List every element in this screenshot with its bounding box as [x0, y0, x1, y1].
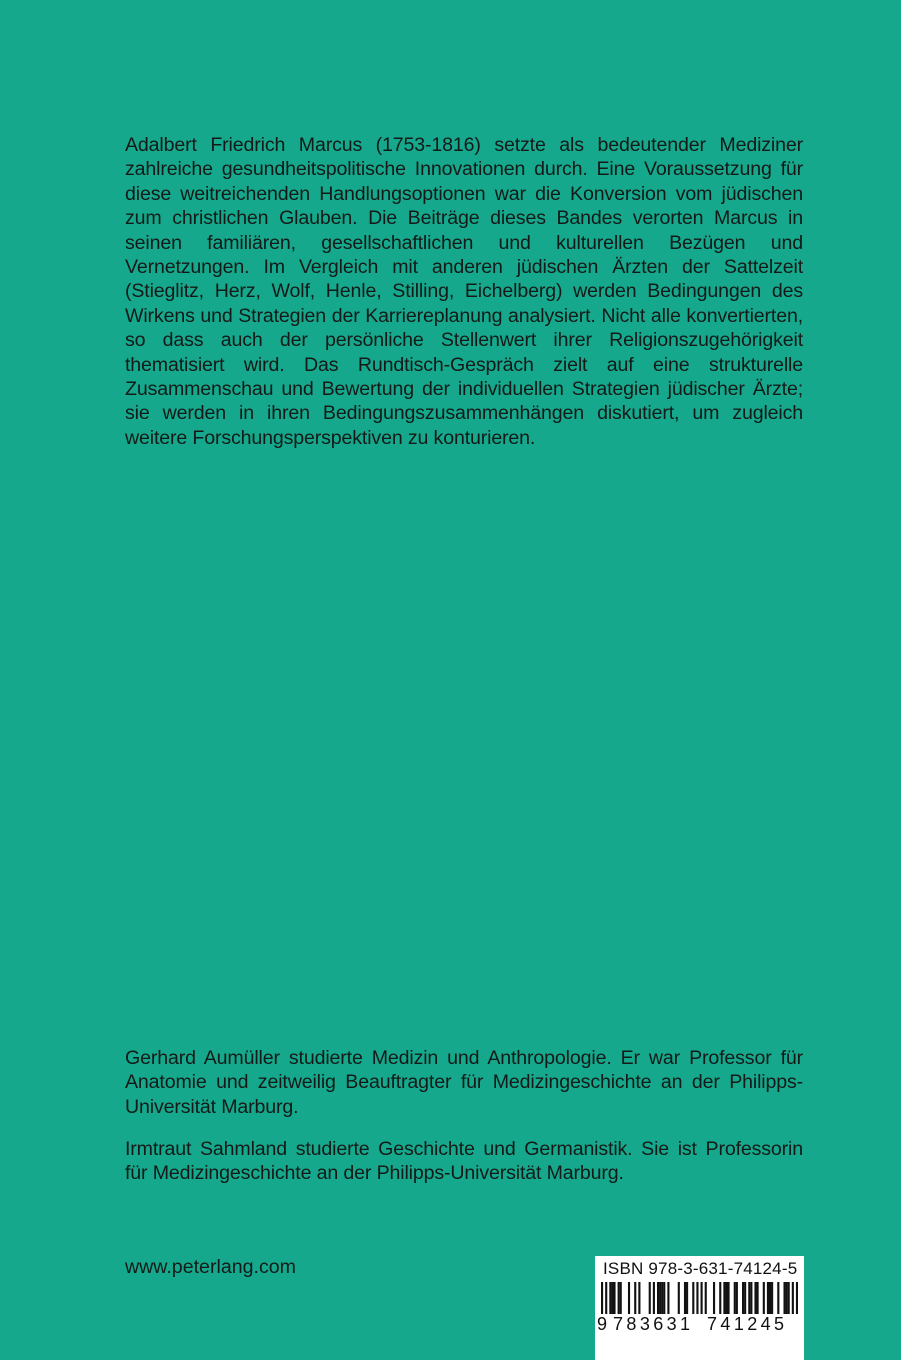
barcode-bar: [634, 1282, 636, 1314]
barcode-bar: [692, 1282, 694, 1314]
barcode-bar: [678, 1282, 680, 1314]
barcode-digits-left: 783631: [613, 1314, 694, 1334]
barcode-bar: [609, 1282, 611, 1314]
barcode-bar: [792, 1282, 794, 1314]
barcode-bar: [786, 1282, 788, 1314]
barcode-bar: [750, 1282, 752, 1314]
barcode-bar: [613, 1282, 615, 1314]
barcode: [601, 1282, 798, 1314]
barcode-bar: [701, 1282, 703, 1314]
barcode-bar: [696, 1282, 698, 1314]
barcode-bar: [777, 1282, 779, 1314]
barcode-bar: [725, 1282, 727, 1314]
barcode-bar: [748, 1282, 750, 1314]
isbn-label: ISBN 978-3-631-74124-5: [603, 1259, 798, 1278]
barcode-bar: [744, 1282, 746, 1314]
barcode-bar: [649, 1282, 651, 1314]
barcode-bar: [771, 1282, 773, 1314]
barcode-bar: [742, 1282, 744, 1314]
barcode-bar: [659, 1282, 661, 1314]
barcode-bar: [667, 1282, 669, 1314]
barcode-bar: [767, 1282, 769, 1314]
barcode-bar: [757, 1282, 759, 1314]
publisher-website: www.peterlang.com: [125, 1256, 296, 1278]
barcode-bar: [719, 1282, 721, 1314]
barcode-bar: [763, 1282, 765, 1314]
barcode-bar: [769, 1282, 771, 1314]
barcode-bar: [705, 1282, 707, 1314]
barcode-bar: [723, 1282, 725, 1314]
barcode-bar: [663, 1282, 665, 1314]
barcode-bar: [713, 1282, 715, 1314]
barcode-bar: [754, 1282, 756, 1314]
barcode-bar: [620, 1282, 622, 1314]
barcode-digit-first: 9: [596, 1314, 607, 1334]
barcode-bar: [653, 1282, 655, 1314]
author-bio-aumueller: Gerhard Aumüller studierte Medizin und Anthropologie. Er war Professor für Anatomie und zeitweilig Beauftragter für Medizingeschichte an der Philipps-Universität Marburg.: [125, 1047, 803, 1118]
barcode-bar: [734, 1282, 736, 1314]
barcode-bar: [605, 1282, 607, 1314]
barcode-bar: [783, 1282, 785, 1314]
barcode-bar: [736, 1282, 738, 1314]
barcode-bar: [638, 1282, 640, 1314]
barcode-bar: [796, 1282, 798, 1314]
barcode-bar: [686, 1282, 688, 1314]
barcode-bar: [727, 1282, 729, 1314]
barcode-digits-right: 741245: [707, 1314, 788, 1334]
barcode-bar: [628, 1282, 630, 1314]
barcode-bar: [611, 1282, 613, 1314]
barcode-bar: [684, 1282, 686, 1314]
barcode-bar: [601, 1282, 603, 1314]
barcode-bar: [788, 1282, 790, 1314]
barcode-bar: [661, 1282, 663, 1314]
back-cover-blurb: Adalbert Friedrich Marcus (1753-1816) setzte als bedeutender Mediziner zahlreiche gesundheitspolitische Innovationen durch. Eine Voraussetzung für diese weitreichenden Handlungsoptionen war die Konversion vom jüdischen zum christlichen Glauben. Die Beiträge dieses Bandes verorten Marcus in seinen familiären, gesellschaftlichen und kulturellen Bezügen und Vernetzungen. Im Vergleich mit anderen jüdischen Ärzten der Sattelzeit (Stieglitz, Herz, Wolf, Henle, Stilling, Eichelberg) werden Bedingungen des Wirkens und Strategien der Karriereplanung analysiert. Nicht alle konvertierten, so dass auch der persönliche Stellenwert ihrer Religionszugehörigkeit thematisiert wird. Das Rundtisch-Gespräch zielt auf eine strukturelle Zusammenschau und Bewertung der individuellen Strategien jüdischer Ärzte; sie werden in ihren Bedingungszusammenhängen diskutiert, um zugleich weitere Forschungsperspektiven zu konturieren.: [125, 134, 803, 449]
barcode-bar: [618, 1282, 620, 1314]
barcode-digits: [595, 1314, 804, 1334]
isbn-barcode-box: [595, 1256, 804, 1360]
author-bio-sahmland: Irmtraut Sahmland studierte Geschichte und Germanistik. Sie ist Professorin für Medizingeschichte an der Philipps-Universität Marburg.: [125, 1138, 803, 1185]
barcode-bar: [657, 1282, 659, 1314]
